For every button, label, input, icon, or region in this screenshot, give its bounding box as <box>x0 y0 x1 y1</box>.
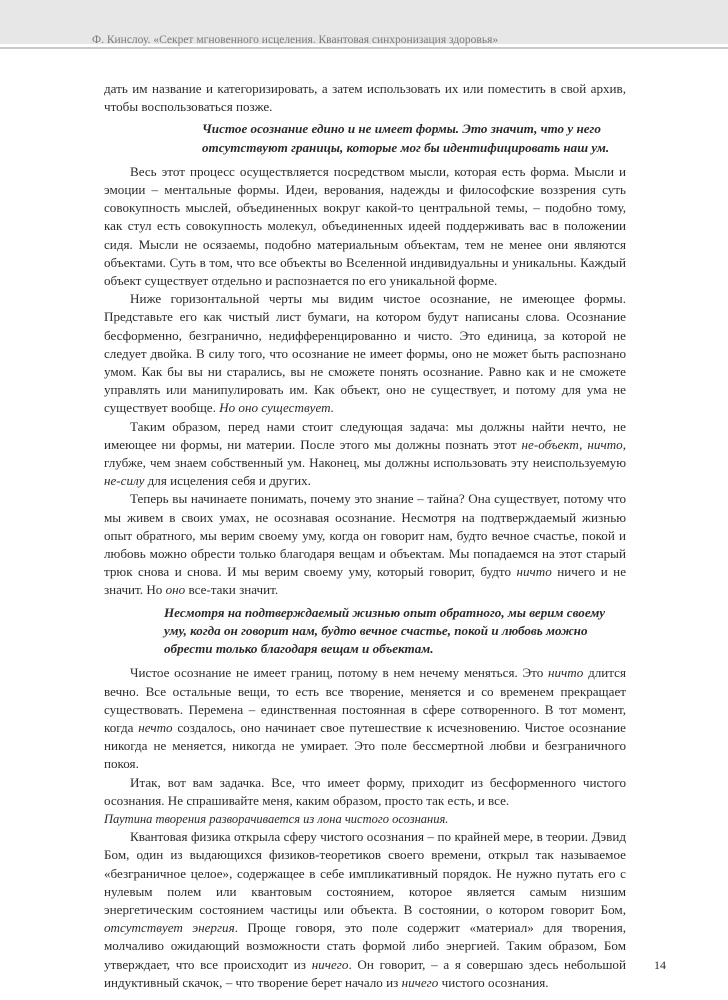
italic-note <box>104 810 626 828</box>
paragraph-text: Таким образом, перед нами стоит следующая задача: мы должны найти нечто, не имеющее ни формы, ни материи. После этого мы должны познать этот <box>104 418 626 452</box>
paragraph-text: чистого осознания. <box>438 974 549 990</box>
emphasis-text: нечто <box>138 719 173 735</box>
emphasis-text: отсутствует энергия <box>104 920 235 936</box>
paragraph <box>104 290 626 417</box>
emphasis-text: ничто <box>516 564 552 580</box>
paragraph <box>104 80 626 116</box>
emphasis-text: ничто <box>548 665 584 681</box>
page-number: 14 <box>654 958 666 972</box>
paragraph-text: Весь этот процесс осуществляется посредством мысли, которая есть форма. Мысли и эмоции – ментальные формы. Идеи, верования, надежды и философские воззрения суть совокупность мыслей, объединенных вокруг какой-то центральной темы, – подобно тому, как стул есть совокупность молекул, объединенных идеей поддерживать вас в положении сидя. Мысли не осязаемы, подобно материальным объектам, тем не менее они являются объектами. Суть в том, что все объекты во Вселенной индивидуальны и уникальны. Каждый объект существует отдельно и распознается по его уникальной форме. <box>104 163 626 289</box>
paragraph <box>104 828 626 992</box>
paragraph-text: Квантовая физика открыла сферу чистого осознания – по крайней мере, в теории. Дэвид Бом, один из выдающихся физиков-теоретиков своего времени, открыл так называемое «безграничное целое», содержащее в себе импликативный порядок. Не нужно путать его с нулевым полем или квантовым состоянием, которое является самым низшим энергетическим состоянием частицы или объекта. В состоянии, о котором говорит Бом, <box>104 829 626 917</box>
emphasis-text: ничего <box>401 974 439 990</box>
paragraph-text: Теперь вы начинаете понимать, почему это знание – тайна? Она существует, потому что мы живем в своих умах, не осознавая осознание. Несмотря на подтверждаемый жизнью опыт обратного, мы верим своему уму, когда он говорит нам, будто вечное счастье, покой и любовь можно обрести только благодаря вещам и объектам. Мы попадаемся на этот старый трюк снова и снова. И мы верим своему уму, который говорит, будто <box>104 491 626 580</box>
paragraph-text: все-таки значит. <box>185 582 279 598</box>
emphasis-text: Но оно существует. <box>219 400 334 416</box>
pull-quote <box>104 120 626 156</box>
emphasis-text: оно <box>165 582 186 598</box>
paragraph-text: . Проще говоря, это поле содержит «материал» для творения, молчаливо ожидающий возможности стать формой либо энергией. Таким образом, Бом утверждает, что все происходит из <box>104 920 626 972</box>
paragraph-text: для исцеления себя и других. <box>144 473 311 489</box>
paragraph-text: дать им название и категоризировать, а затем использовать их или поместить в свой архив, чтобы воспользоваться позже. <box>104 81 626 115</box>
paragraph-text: Несмотря на подтверждаемый жизнью опыт обратного, мы верим своему уму, когда он говорит нам, будто вечное счастье, покой и любовь можно обрести только благодаря вещам и объектам. <box>164 604 606 657</box>
paragraph <box>104 163 626 290</box>
paragraph <box>104 664 626 773</box>
emphasis-text: не-силу <box>104 473 145 489</box>
paragraph <box>104 774 626 810</box>
paragraph-text: создалось, оно начинает свое путешествие к исчезновению. Чистое осознание никогда не меняется, никогда не умирает. Это поле бессмертной любви и безграничного покоя. <box>104 719 626 772</box>
paragraph-text: Чистое осознание не имеет границ, потому в нем нечему меняться. Это <box>130 665 549 681</box>
running-title: Ф. Кинслоу. «Секрет мгновенного исцеления. Квантовая синхронизация здоровья» <box>92 34 499 46</box>
paragraph-text: Ниже горизонтальной черты мы видим чистое осознание, не имеющее формы. Представьте его как чистый лист бумаги, на котором будут написаны слова. Осознание бесформенно, безгранично, недифференцированно и чисто. Это единица, за которой не следует двойка. В силу того, что осознание не имеет формы, оно не может быть распознано умом. Как бы вы ни старались, вы не сможете понять осознание. Равно как и не сможете управлять или манипулировать им. Как объект, оно не существует, и потому для ума не существует вообще. <box>104 291 626 416</box>
emphasis-text: ничего <box>311 956 349 972</box>
emphasis-text: не-объект, ничто <box>521 436 623 452</box>
pull-quote <box>104 604 626 659</box>
page-header <box>0 0 728 44</box>
header-rule <box>0 47 728 49</box>
paragraph-text: Паутина творения разворачивается из лона чистого осознания. <box>104 811 449 826</box>
body-text <box>104 80 626 992</box>
paragraph <box>104 490 626 599</box>
paragraph-text: Чистое осознание едино и не имеет формы. Это значит, что у него отсутствуют границы, которые мог бы идентифицировать наш ум. <box>202 121 610 155</box>
paragraph-text: . Он говорит, – а я совершаю здесь небольшой индуктивный скачок, – что творение берет начало из <box>104 956 626 990</box>
paragraph-text: длится вечно. Все остальные вещи, то есть все творение, меняется и со временем прекращает существовать. Перемена – единственная постоянная в сфере сотворенного. В тот момент, когда <box>104 665 626 735</box>
paragraph-text: Итак, вот вам задачка. Все, что имеет форму, приходит из бесформенного чистого осознания. Не спрашивайте меня, каким образом, просто так есть, и все. <box>104 774 626 808</box>
paragraph <box>104 418 626 491</box>
paragraph-text: ничего и не значит. Но <box>104 564 627 598</box>
paragraph-text: , глубже, чем знаем собственный ум. Наконец, мы должны использовать эту неиспользуемую <box>104 436 626 471</box>
